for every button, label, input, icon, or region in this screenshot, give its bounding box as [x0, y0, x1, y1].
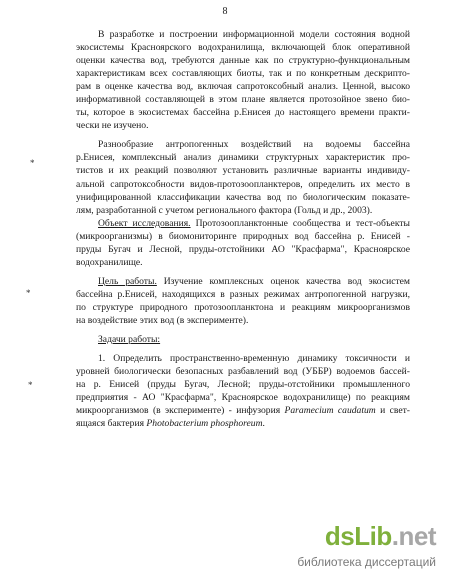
- text-line: [76, 404, 410, 417]
- text-line: по структуре природного протозоопланктона и реакциям микроорганизмов: [76, 301, 410, 313]
- text-fragment: микроорганизмов (в эксперименте) - инфузория: [76, 405, 285, 417]
- organism-paramecium: Paramecium caudatum: [284, 405, 376, 417]
- text-line: тистов и их реакций позволяют установить различные варианты индивиду-: [76, 165, 410, 177]
- text-line: оценки качества вод, требуются данные как по структурно-функциональным: [76, 55, 410, 67]
- paragraph-goal: [76, 275, 410, 327]
- text-line: пруды Бугач и Лесной, пруды-отстойники АО "Красфарма", Красноярское: [76, 243, 410, 255]
- text-line: В разработке и построении информационной модели состояния водной: [98, 29, 410, 40]
- text-line: предприятия - АО "Красфарма", Красноярское водохранилище) по реакциям: [76, 392, 410, 404]
- text-line: рам в оценке качества вод, включая сапротоксобный анализ. Ценной, высоко: [76, 81, 410, 93]
- text-fragment: ящаяся бактерия: [76, 418, 147, 430]
- text-line: уровней биологически безопасных разбавлений вод (УББР) водоемов бассей-: [76, 366, 410, 378]
- text-line: Разнообразие антропогенных воздействий на водоемы бассейна: [98, 139, 410, 151]
- organism-photobacterium: Photobacterium phosphoreum: [146, 418, 263, 430]
- tasks-heading: [76, 333, 410, 346]
- text-line: ты, которое в экосистемах бассейна р.Енисея до настоящего времени практи-: [76, 107, 410, 119]
- text-line: информативной составляющей в этом плане является протозойное звено био-: [76, 94, 410, 106]
- dslib-watermark: [290, 521, 440, 569]
- margin-mark: *: [26, 288, 31, 298]
- object-label: Объект исследования.: [98, 217, 191, 229]
- text-line: (микроорганизмы) в биомониторинге природных вод бассейна р. Енисей -: [76, 230, 410, 242]
- dslib-subtitle: библиотека диссертаций: [297, 555, 436, 569]
- text-line: унифицированной классификации качества вод по биологическим показате-: [76, 191, 410, 203]
- text-line: [76, 275, 410, 288]
- text-line: [76, 217, 410, 230]
- text-line: лям, разработанной с учетом регионального фактора (Гольд и др., 2003).: [76, 204, 373, 216]
- text-line: характеристикам всех составляющих биоты, так и по конкретным дескрипто-: [76, 68, 410, 80]
- text-line: водохранилище.: [76, 256, 143, 268]
- object-text: Протозоопланктонные сообщества и тест-объекты: [190, 217, 410, 229]
- body-text: [76, 28, 410, 430]
- goal-text: Изучение комплексных оценок качества вод экосистем: [156, 275, 410, 287]
- text-line: 1. Определить пространственно-временную динамику токсичности и: [98, 353, 410, 365]
- paragraph-anthropogenic: [76, 138, 410, 216]
- text-line: бассейна р.Енисей, находящихся в разных режимах антропогенной нагрузки,: [76, 288, 410, 300]
- logo-text-main: dsLib: [324, 521, 392, 551]
- text-line: на воздействие этих вод (в эксперименте).: [76, 314, 249, 326]
- margin-mark: *: [28, 380, 33, 390]
- page-number: 8: [222, 6, 228, 17]
- text-line: альной сапротоксобности видов-протозоопланктеров, определить их место в: [76, 178, 410, 190]
- tasks-heading-text: Задачи работы:: [98, 334, 161, 346]
- logo-text-domain: .net: [391, 521, 436, 551]
- paragraph-intro: [76, 28, 410, 132]
- text-line: р.Енисея, комплексный анализ динамики структурных характеристик про-: [76, 152, 410, 164]
- margin-mark: *: [30, 158, 35, 168]
- text-line: на р. Енисей (пруды Бугач, Лесной; пруды-отстойники промышленного: [76, 379, 410, 391]
- dslib-logo: [325, 521, 436, 552]
- text-line: экосистемы Красноярского водохранилища, включающей блок оперативной: [76, 42, 410, 54]
- text-line: [76, 417, 410, 430]
- task-item-1: [76, 352, 410, 430]
- goal-label: Цель работы.: [98, 275, 157, 287]
- text-fragment: и свет-: [375, 405, 410, 417]
- text-line: чески не изучено.: [76, 120, 149, 132]
- paragraph-object: [76, 217, 410, 269]
- text-fragment: .: [262, 418, 265, 430]
